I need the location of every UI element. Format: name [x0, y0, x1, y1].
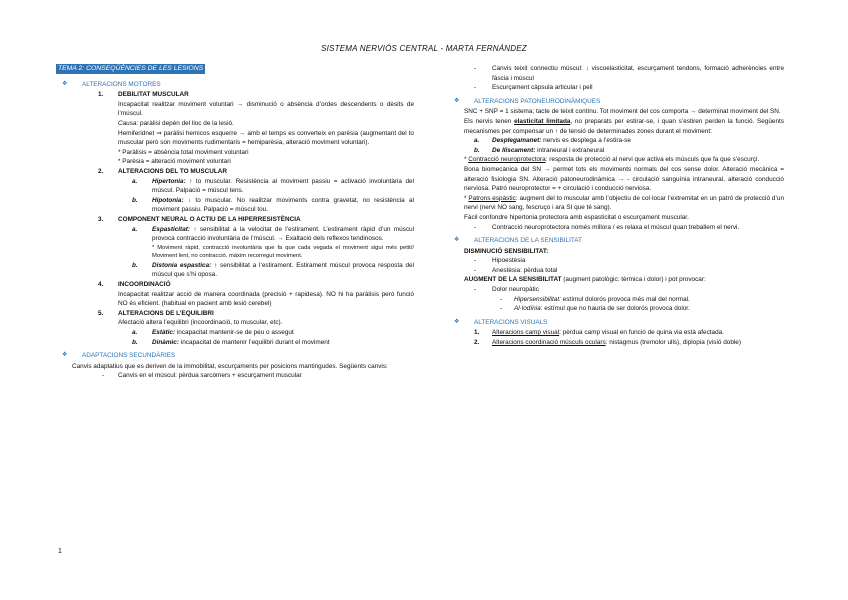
paragraph: Afectació altera l’equilibri (incoordinació, to muscular, etc).: [118, 319, 283, 327]
heading-debilitat: 1. DEBILITAT MUSCULAR: [98, 91, 189, 99]
heading-sensibilitat: ❖ ALTERACIONS DE LA SENSIBILITAT: [454, 237, 582, 245]
subheading: DISMINUCIÓ SENSIBILITAT:: [464, 247, 549, 255]
heading-patoneurodinamiques: ❖ ALTERACIONS PATONEURODINÀMIQUES: [454, 97, 601, 105]
heading-incoordinacio: 4. INCOORDINACIÓ: [98, 281, 171, 289]
diamond-bullet-icon: ❖: [454, 237, 460, 244]
note: * Moviment ràpid, contracció involuntària que fa que cada vegada el moviment sigui més petit// Moviment lent, no contracció, màxim recorregut moviment.: [152, 244, 414, 260]
list-item: - Al·lodínia: estímul que no hauria de ser dolorós provoca dolor.: [500, 305, 690, 313]
paragraph: * Contracció neuroprotectora: resposta de protecció al nervi que activa els músculs que fa que s’escurçi.: [464, 156, 760, 164]
right-column: [448, 64, 784, 348]
list-item: b. Dinàmic: incapacitat de mantenir l’equilibri durant el moviment: [132, 338, 330, 346]
section-title: TEMA 2: CONSEQÜÈNCIES DE LES LESIONS: [58, 65, 204, 72]
paragraph: Fàcil confondre hipertonia protectora amb espasticitat o escurçament muscular.: [464, 213, 689, 221]
heading-alteracions-motores: ❖ ALTERACIONS MOTORES: [62, 80, 161, 88]
diamond-bullet-icon: ❖: [62, 352, 68, 359]
paragraph: * Patrons espàstic: augment del to muscular amb l’objectiu de col·locar l’extremitat en un patró de protecció d’un nervi (nervi NO sang, fescruço i ara SI que té sang).: [464, 194, 785, 212]
paragraph: Els nervis tenen elasticitat limitada, no preparats per estirar-se, i quan s’estiren perden la funció. Següents mecanismes per compensar un ↑ de tensió de determinades zones durant el moviment:: [464, 117, 784, 135]
list-item: - Hipoestèsia: [474, 257, 526, 265]
heading-visuals: ❖ ALTERACIONS VISUALS: [454, 318, 548, 326]
paragraph: Bona biomecànica del SN → permet tots els moviments normals del cos sense dolor. Alteració mecànica = alteració fisiologia SN. Alteració patoneurodinàmica → - circulació sanguínia intraneural, alteració conducció nerviosa. Patró neuroprotector = + circulació i conducció nerviosa.: [464, 165, 784, 193]
list-item: - Anestèsia: pèrdua total: [474, 266, 558, 274]
list-item: b. Hipotonia: ↓ to muscular. No realitzar moviments contra gravetat, no resistència al moviment passiu. Palpació = múscul tou.: [132, 196, 414, 214]
paragraph: Incapacitat realitzar acció de manera coordinada (precisió + rapidesa). NO hi ha paràlisis però funció NO és eficient. (habitual en pacient amb lesió cerebel): [118, 290, 414, 308]
diamond-bullet-icon: ❖: [454, 318, 460, 325]
list-item: - Canvis teixit connectiu múscul: ↓ viscoelasticitat, escurçament tendons, formació adherències entre fàscia i múscul: [474, 65, 784, 82]
list-item: - Canvis en el múscul: pèrdua sarcòmers + escurçament muscular: [102, 372, 302, 380]
list-item: 1. Alteracions camp visual: pèrdua camp visual en funció de quina via està afectada.: [474, 329, 724, 337]
paragraph: Causa: paràlisi depèn del lloc de la lesió.: [118, 119, 234, 127]
diamond-bullet-icon: ❖: [454, 97, 460, 104]
list-item: - Hipersensibilitat: estímul dolorós provoca més mal del normal.: [500, 295, 690, 303]
heading-equilibri: 5. ALTERACIONS DE L’EQUILIBRI: [98, 309, 214, 317]
page-title: SISTEMA NERVIÓS CENTRAL - MARTA FERNÁNDEZ: [321, 44, 527, 53]
list-item: a. Hipertonia: ↑ to muscular. Resistència al moviment passiu = activació involuntària del múscul. Palpació = múscul tens.: [132, 177, 414, 195]
heading-hiperresistencia: 3. COMPONENT NEURAL O ACTIU DE LA HIPERRESISTÈNCIA: [98, 215, 301, 223]
left-column: [56, 64, 414, 381]
list-item: a. Espasticitat: ↑ sensibilitat a la velocitat de l’estirament. L’estirament ràpid d’un múscul provoca contracció involuntària de l’múscul. → Exaltació dels reflexos tendinosos.: [132, 225, 414, 243]
list-item: - Dolor neuropàtic: [474, 286, 539, 294]
list-item: - Escurçament càpsula articular i pell: [474, 84, 593, 92]
paragraph: * Parèsia = alteració moviment voluntari: [118, 158, 231, 166]
heading-adaptacions: ❖ ADAPTACIONS SECUNDÀRIES: [62, 352, 176, 360]
diamond-bullet-icon: ❖: [62, 80, 68, 87]
list-item: b. De lliscament: intraneural i extraneural: [474, 146, 605, 154]
paragraph: Hemiferidnet ⇒ paràlisi hemicos esquerre → amb el temps es converteix en parèsia (augmentant del to muscular però son moviments rudimentaris = hemiparèsia, alteració moviment voluntari).: [118, 129, 414, 147]
subheading: AUGMENT DE LA SENSIBILITAT (augment patològic: tèrmica i dolor) i pot provocar:: [464, 276, 706, 284]
paragraph: * Paràlisis = absència total moviment voluntari: [118, 148, 249, 156]
list-item: - Contracció neuroprotectora només millora / es relaxa el múscul quan treballem el nervi.: [474, 223, 740, 231]
page-number: 1: [58, 548, 62, 555]
paragraph: Canvis adaptatius que es deriven de la immobilitat, escurçaments per posicions mantingudes. Següents canvis:: [72, 362, 388, 370]
paragraph: Incapacitat realitzar moviment voluntari → disminució o absència d’ordes descendents o dèsits de l’múscul.: [118, 100, 414, 118]
list-item: a. Desplegamanet: nervis es desplega a l’estira-se: [474, 137, 631, 145]
list-item: 2. Alteracions coordinació músculs oculars: nistagmus (tremolor ulls), diplopia (visió doble): [474, 339, 741, 347]
paragraph: SNC + SNP = 1 sistema; tacte de teixit contínu. Tot moviment del cos comporta → determinat moviment del SN.: [464, 108, 781, 116]
list-item: a. Estàtic: incapacitat mantenir-se de peu o assegut: [132, 329, 294, 337]
heading-to-muscular: 2. ALTERACIONS DEL TO MUSCULAR: [98, 167, 227, 175]
list-item: b. Distonia espastica: ↑ sensibilitat a l’estirament. Estirament múscul provoca resposta del múscul que s’hi oposa.: [132, 261, 414, 279]
